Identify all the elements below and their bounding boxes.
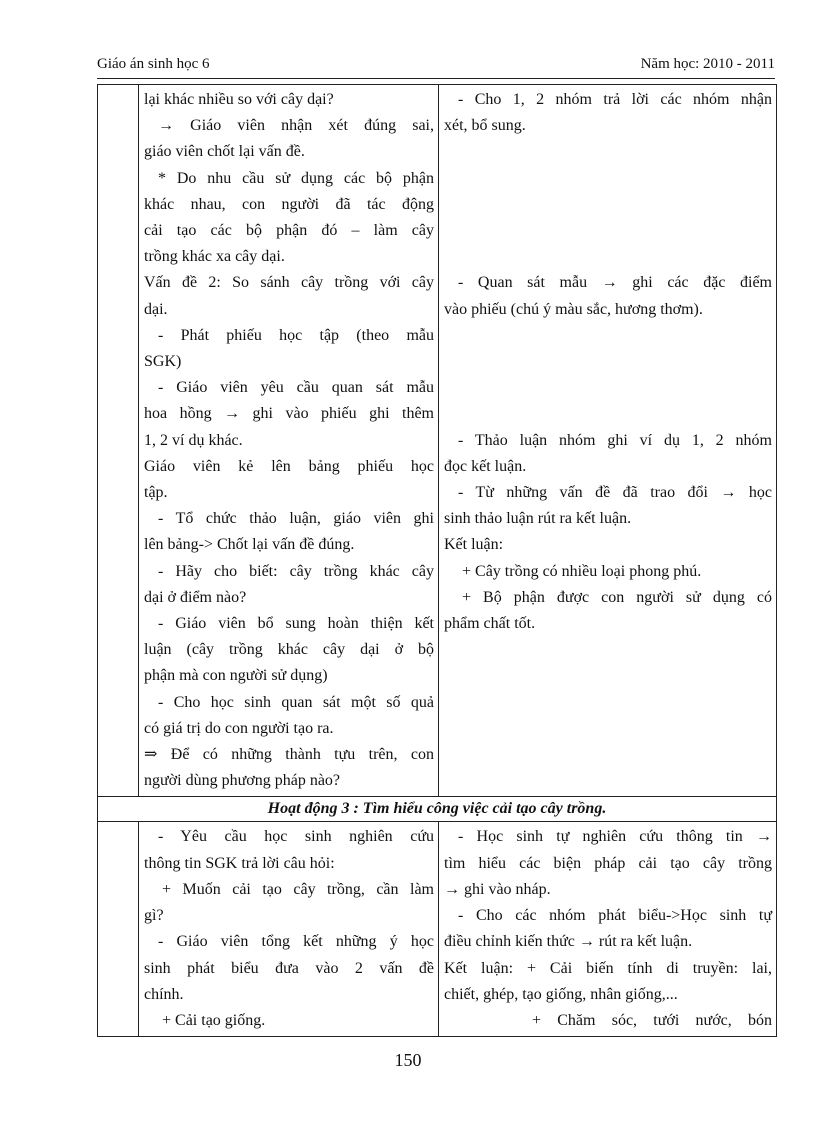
text-line: dại ở điểm nào? xyxy=(144,588,247,606)
text-line: sinh phát biểu đưa vào 2 vấn đề xyxy=(144,959,434,977)
text-line: + Muốn cải tạo cây trồng, cần làm xyxy=(162,880,434,898)
empty-column-cell xyxy=(98,822,139,1037)
text-line: - Từ những vấn đề đã trao đổi → học xyxy=(458,483,772,501)
text-line: + Cây trồng có nhiều loại phong phú. xyxy=(462,562,702,580)
text-line: Giáo viên kẻ lên bảng phiếu học xyxy=(144,457,434,475)
text-line: → ghi vào nháp. xyxy=(444,880,551,898)
text-line: giáo viên chốt lại vấn đề. xyxy=(144,143,305,161)
text-line: - Thảo luận nhóm ghi ví dụ 1, 2 nhóm xyxy=(458,431,772,449)
text-line: - Cho các nhóm phát biểu->Học sinh tự xyxy=(458,907,772,925)
text-line: chính. xyxy=(144,985,184,1003)
text-line: - Học sinh tự nghiên cứu thông tin → xyxy=(458,828,772,846)
text-line: có giá trị do con người tạo ra. xyxy=(144,719,334,737)
text-line: - Giáo viên tổng kết những ý học xyxy=(158,933,434,951)
text-line: - Phát phiếu học tập (theo mẫu xyxy=(158,326,434,344)
text-line: gì? xyxy=(144,907,164,925)
text-line: dại. xyxy=(144,300,168,318)
text-line: vào phiếu (chú ý màu sắc, hương thơm). xyxy=(444,300,703,318)
text-line: chiết, ghép, tạo giống, nhân giống,... xyxy=(444,985,678,1003)
text-line: tìm hiểu các biện pháp cải tạo cây trồng xyxy=(444,854,772,872)
text-line: - Giáo viên yêu cầu quan sát mẫu xyxy=(158,379,434,397)
text-line: đọc kết luận. xyxy=(444,457,527,475)
lesson-plan-table xyxy=(97,84,777,1037)
text-line: hoa hồng → ghi vào phiếu ghi thêm xyxy=(144,405,434,423)
text-line: luận (cây trồng khác cây dại ở bộ xyxy=(144,641,434,659)
table-row xyxy=(98,85,777,797)
text-line: người dùng phương pháp nào? xyxy=(144,772,341,790)
text-line: - Giáo viên bổ sung hoàn thiện kết xyxy=(158,615,434,633)
header-course-title: Giáo án sinh học 6 xyxy=(97,56,210,72)
text-line: khác nhau, con người đã tác động xyxy=(144,195,434,213)
text-line: xét, bổ sung. xyxy=(444,117,526,135)
empty-column-cell xyxy=(98,85,139,797)
text-line: điều chỉnh kiến thức → rút ra kết luận. xyxy=(444,933,693,951)
text-line: + Bộ phận được con người sử dụng có xyxy=(462,588,772,606)
text-line: - Hãy cho biết: cây trồng khác cây xyxy=(158,562,434,580)
text-line: tập. xyxy=(144,484,168,502)
text-line: - Cho 1, 2 nhóm trả lời các nhóm nhận xyxy=(458,91,772,108)
text-line: 1, 2 ví dụ khác. xyxy=(144,431,243,449)
text-line: - Quan sát mẫu → ghi các đặc điểm xyxy=(458,274,772,292)
teacher-activity-cell xyxy=(139,85,439,797)
text-line: - Yêu cầu học sinh nghiên cứu xyxy=(158,828,434,846)
text-line: thông tin SGK trả lời câu hỏi: xyxy=(144,854,335,872)
text-line: + Chăm sóc, tưới nước, bón xyxy=(532,1011,772,1029)
text-line: Kết luận: xyxy=(444,536,504,554)
table-row xyxy=(98,797,777,822)
text-line: sinh thảo luận rút ra kết luận. xyxy=(444,510,632,528)
text-line: lên bảng-> Chốt lại vấn đề đúng. xyxy=(144,536,355,554)
text-line: Vấn đề 2: So sánh cây trồng với cây xyxy=(144,274,434,292)
page-header xyxy=(97,54,775,79)
text-line: SGK) xyxy=(144,353,182,371)
text-line: + Cải tạo giống. xyxy=(162,1011,266,1029)
text-line: trồng khác xa cây dại. xyxy=(144,248,285,266)
text-line: - Tổ chức thảo luận, giáo viên ghi xyxy=(158,510,434,528)
text-line: phẩm chất tốt. xyxy=(444,614,536,632)
teacher-activity-cell xyxy=(139,822,439,1037)
text-line: Kết luận: + Cải biến tính di truyền: lai, xyxy=(444,959,772,977)
text-line: * Do nhu cầu sử dụng các bộ phận xyxy=(158,169,434,187)
student-activity-cell xyxy=(439,85,777,797)
text-line: cải tạo các bộ phận đó – làm cây xyxy=(144,222,434,240)
text-line: phận mà con người sử dụng) xyxy=(144,667,328,685)
activity-heading: Hoạt động 3 : Tìm hiểu công việc cải tạo cây trồng. xyxy=(98,797,777,822)
text-line: → Giáo viên nhận xét đúng sai, xyxy=(158,117,434,135)
header-school-year: Năm học: 2010 - 2011 xyxy=(640,56,775,72)
table-row xyxy=(98,822,777,1037)
student-activity-cell xyxy=(439,822,777,1037)
page-number: 150 xyxy=(394,1050,422,1070)
text-line: ⇒ Để có những thành tựu trên, con xyxy=(144,746,434,764)
text-line: - Cho học sinh quan sát một số quả xyxy=(158,693,434,711)
text-line: lại khác nhiều so với cây dại? xyxy=(144,91,334,108)
